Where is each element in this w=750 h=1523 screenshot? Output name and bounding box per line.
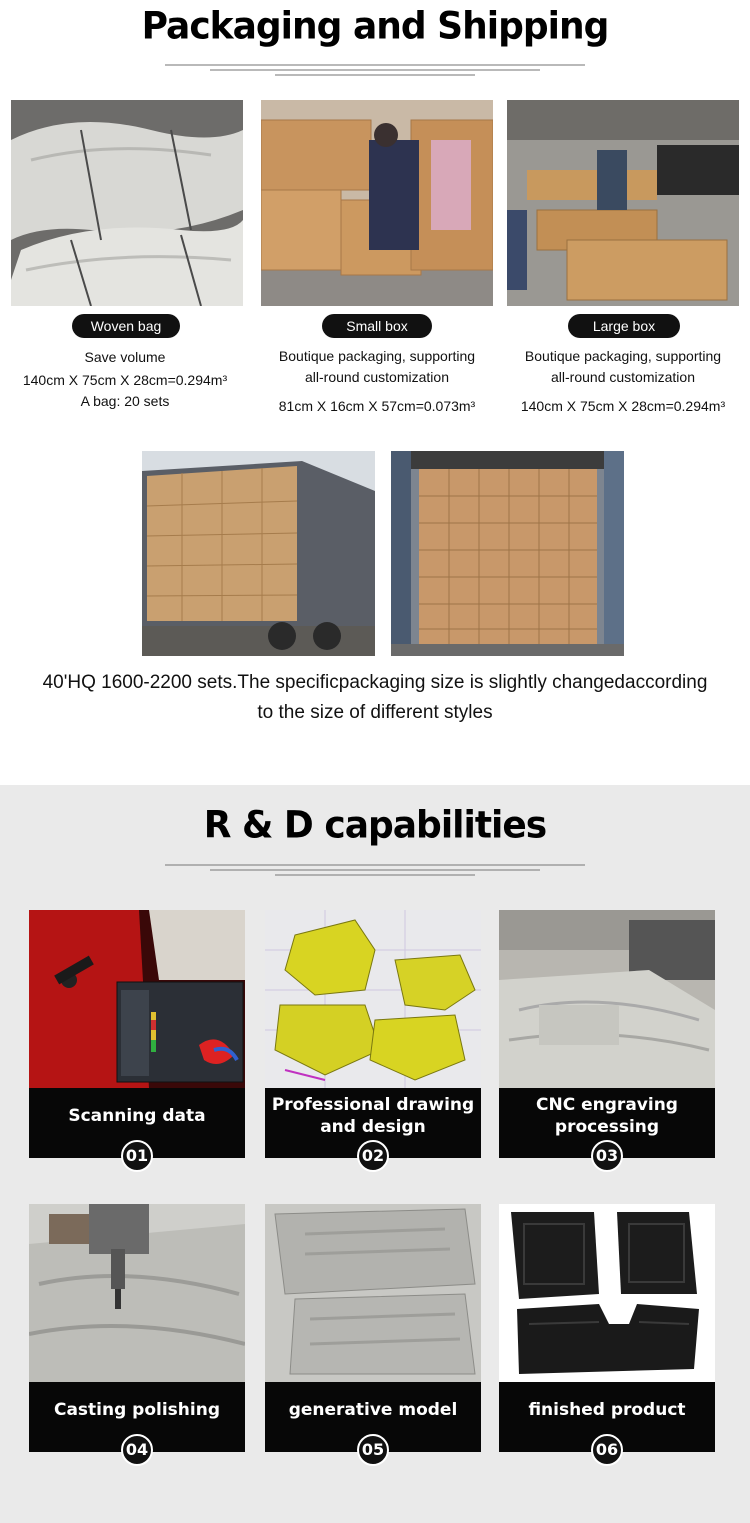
rnd-section: [0, 785, 750, 1523]
caption-line: Save volume: [84, 349, 166, 365]
caption-line: 81cm X 16cm X 57cm=0.073m³: [278, 398, 476, 414]
casting-polishing-photo: [29, 1204, 245, 1382]
caption-line: A bag: 20 sets: [80, 393, 170, 409]
caption-line: 140cm X 75cm X 28cm=0.294m³: [22, 372, 228, 388]
large-box-label: Large box: [568, 314, 680, 338]
step-number: 01: [121, 1140, 153, 1172]
step-label: Professional drawing and design: [265, 1088, 481, 1158]
woven-bag-label: Woven bag: [72, 314, 180, 338]
step-label: Scanning data: [29, 1088, 245, 1158]
rnd-step-card: [265, 1204, 481, 1459]
large-box-photo: [507, 100, 739, 306]
small-box-label: Small box: [322, 314, 432, 338]
small-box-caption: [262, 346, 492, 417]
caption-line: Boutique packaging, supporting: [524, 348, 722, 364]
rnd-step-card: [265, 910, 481, 1165]
step-label: Casting polishing: [29, 1382, 245, 1452]
rnd-step-card: [29, 910, 245, 1165]
step-number: 06: [591, 1434, 623, 1466]
step-number: 03: [591, 1140, 623, 1172]
step-label: CNC engraving processing: [499, 1088, 715, 1158]
rnd-step-card: [499, 910, 715, 1165]
generative-model-photo: [265, 1204, 481, 1382]
step-label: finished product: [499, 1382, 715, 1452]
container-note: [10, 668, 740, 728]
container-note-line-2: to the size of different styles: [257, 702, 493, 723]
step-number: 05: [357, 1434, 389, 1466]
cad-design-photo: [265, 910, 481, 1088]
packaging-title: Packaging and Shipping: [141, 4, 609, 49]
step-label: generative model: [265, 1382, 481, 1452]
caption-line: all-round customization: [305, 369, 449, 385]
finished-product-photo: [499, 1204, 715, 1382]
rnd-step-card: [499, 1204, 715, 1459]
loaded-container-photo: [391, 451, 624, 656]
rnd-title: R & D capabilities: [203, 803, 547, 848]
woven-bag-caption: [10, 347, 240, 412]
rnd-step-card: [29, 1204, 245, 1459]
fine-print: [160, 864, 590, 879]
woven-bag-photo: [11, 100, 243, 306]
large-box-caption: [508, 346, 738, 417]
step-number: 04: [121, 1434, 153, 1466]
fine-print: [160, 64, 590, 79]
step-number: 02: [357, 1140, 389, 1172]
caption-line: 140cm X 75cm X 28cm=0.294m³: [520, 398, 726, 414]
scanning-photo: [29, 910, 245, 1088]
truck-container-photo: [142, 451, 375, 656]
small-box-photo: [261, 100, 493, 306]
cnc-engraving-photo: [499, 910, 715, 1088]
container-note-line-1: 40'HQ 1600-2200 sets.The specificpackaging size is slightly changedaccording: [42, 672, 708, 693]
caption-line: all-round customization: [551, 369, 695, 385]
caption-line: Boutique packaging, supporting: [278, 348, 476, 364]
